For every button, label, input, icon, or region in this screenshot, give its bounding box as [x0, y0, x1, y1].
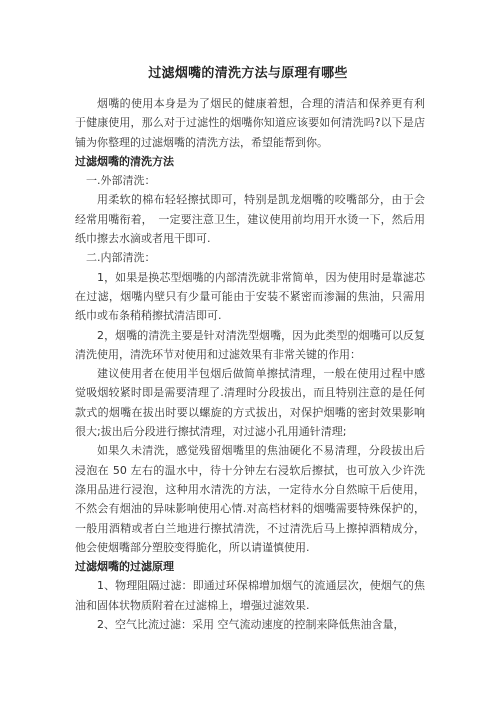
- subheading-external-cleaning: 一.外部清洗：: [86, 174, 156, 188]
- section-heading-cleaning-methods: 过滤烟嘴的清洗方法: [75, 154, 174, 168]
- paragraph-airflow-filtering: 2、空气比流过滤：采用 空气流动速度的控制来降低焦油含量，: [97, 618, 405, 632]
- subheading-internal-cleaning: 二.内部清洗：: [86, 251, 156, 265]
- document-body: [75, 94, 425, 634]
- document-title: 过滤烟嘴的清洗方法与原理有哪些: [148, 66, 348, 81]
- paragraph-soaking-method: 如果久未清洗，感觉残留烟嘴里的焦油硬化不易清理，分段拔出后浸泡在 50 左右的温水中，待十分钟左右浸软后擦拭，也可放入少许洗涤用品进行浸泡，这种用水清洗的方法，一定待水分自然晾干后使用，不然会有烟油的异味影响使用心情.对高档材料的烟嘴需要特殊保护的，一般用酒精或者白兰地进行擦拭清洗，不过清洗后马上擦掉酒精成分，他会使烟嘴部分塑胶变得脆化，所以请谨慎使用.: [75, 444, 425, 554]
- paragraph-internal-cleaning-2: 2，烟嘴的清洗主要是针对清洗型烟嘴，因为此类型的烟嘴可以反复清洗使用，清洗环节对使用和过滤效果有非常关键的作用：: [75, 328, 425, 361]
- intro-paragraph: 烟嘴的使用本身是为了烟民的健康着想，合理的清洁和保养更有利于健康使用，那么对于过滤性的烟嘴你知道应该要如何清洗吗?以下是店铺为你整理的过滤烟嘴的清洗方法，希望能帮到你。: [75, 97, 425, 149]
- paragraph-physical-filtering: 1、物理阻隔过滤：即通过环保棉增加烟气的流通层次，使烟气的焦油和固体状物质附着在过滤棉上，增强过滤效果.: [75, 579, 425, 612]
- paragraph-external-cleaning: 用柔软的棉布轻轻擦拭即可，特别是凯龙烟嘴的咬嘴部分，由于会经常用嘴衔着， 一定要注意卫生，建议使用前均用开水烫一下，然后用纸巾擦去水滴或者甩干即可.: [75, 193, 425, 246]
- paragraph-internal-cleaning-1: 1，如果是换芯型烟嘴的内部清洗就非常简单，因为使用时是靠滤芯在过滤，烟嘴内壁只有少量可能由于安装不紧密而渗漏的焦油，只需用纸巾或布条稍稍擦拭清洁即可.: [75, 270, 425, 323]
- section-heading-filter-principle: 过滤烟嘴的过滤原理: [75, 560, 174, 574]
- paragraph-cleaning-advice: 建议使用者在使用半包烟后做简单擦拭清理，一般在使用过程中感觉吸烟较紧时即是需要清理了.清理时分段拔出，而且特别注意的是任何款式的烟嘴在拔出时要以螺旋的方式拔出，对保护烟嘴的密封效果影响很大;拔出后分段进行擦拭清理，对过滤小孔用通针清理;: [75, 367, 425, 439]
